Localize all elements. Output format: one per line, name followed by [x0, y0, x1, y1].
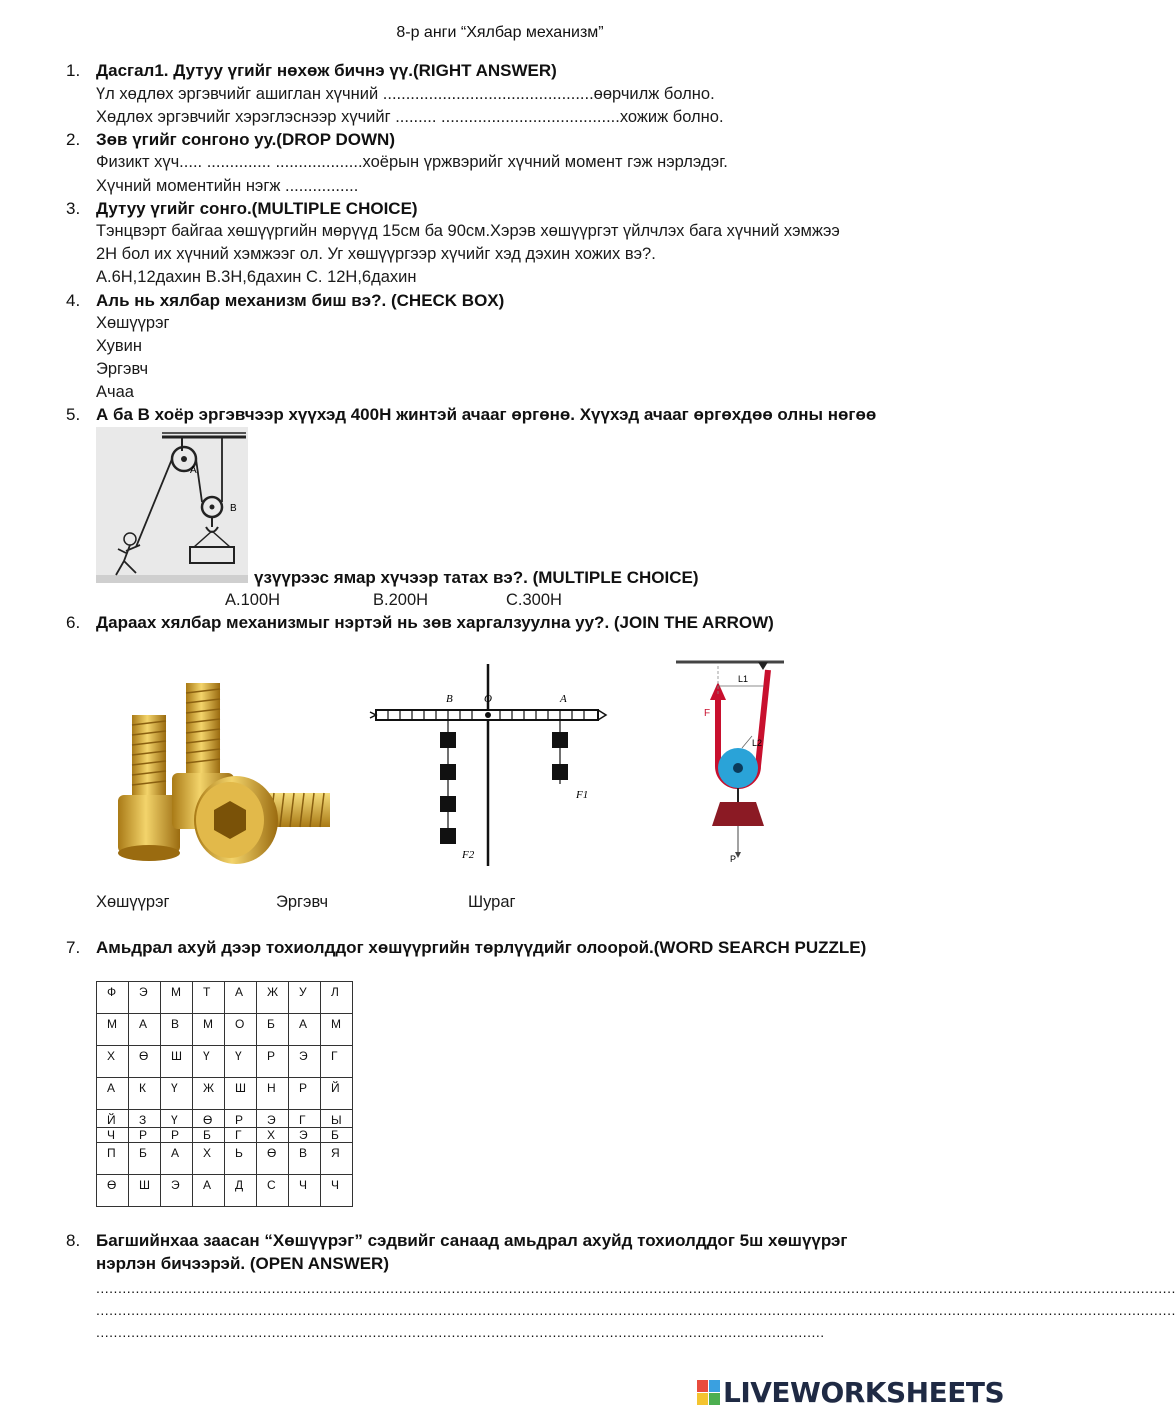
grid-cell[interactable]: Ч	[97, 1128, 129, 1143]
word-search-grid[interactable]	[96, 981, 353, 1207]
checkbox-option-4[interactable]: Ачаа	[96, 383, 134, 401]
question-2-heading: Зөв үгийг сонгоно уу.(DROP DOWN)	[96, 130, 395, 149]
grid-cell[interactable]: О	[225, 1014, 257, 1046]
grid-cell[interactable]: Э	[289, 1046, 321, 1078]
grid-cell[interactable]: Б	[321, 1128, 353, 1143]
grid-cell[interactable]: Ү	[193, 1046, 225, 1078]
grid-cell[interactable]: Г	[225, 1128, 257, 1143]
question-8-heading-line-2: нэрлэн бичээрэй. (OPEN ANSWER)	[96, 1254, 389, 1273]
grid-cell[interactable]: Я	[321, 1143, 353, 1175]
question-3-number: 3.	[66, 199, 81, 218]
question-8-number: 8.	[66, 1231, 81, 1250]
checkbox-option-2[interactable]: Хувин	[96, 337, 142, 355]
grid-cell[interactable]: З	[129, 1110, 161, 1128]
liveworksheets-logo-icon	[697, 1380, 721, 1406]
grid-cell[interactable]: Ь	[225, 1143, 257, 1175]
grid-cell[interactable]: Л	[321, 982, 353, 1014]
grid-cell[interactable]: В	[289, 1143, 321, 1175]
question-7-number: 7.	[66, 938, 81, 957]
grid-cell[interactable]: Ү	[161, 1078, 193, 1110]
grid-cell[interactable]: Р	[129, 1128, 161, 1143]
grid-cell[interactable]: Ф	[97, 982, 129, 1014]
grid-cell[interactable]: Ч	[289, 1175, 321, 1207]
lever-label-o: O	[484, 693, 492, 705]
grid-cell[interactable]: Р	[225, 1110, 257, 1128]
pulley-label-a: A	[190, 465, 197, 476]
pulley-label-f: F	[704, 708, 711, 719]
grid-cell[interactable]: Р	[257, 1046, 289, 1078]
grid-cell[interactable]: Ү	[225, 1046, 257, 1078]
grid-cell[interactable]: Т	[193, 982, 225, 1014]
grid-cell[interactable]: Ө	[97, 1175, 129, 1207]
pulley-label-l1: L1	[738, 674, 749, 684]
pulley-label-l2: L2	[752, 738, 763, 748]
question-5-number: 5.	[66, 405, 81, 424]
question-3-line-1: Тэнцвэрт байгаа хөшүүргийн мөрүүд 15см ба 90см.Хэрэв хөшүүргэт үйлчлэх бага хүчний хэмжээ	[96, 222, 840, 240]
answer-line-1[interactable]: ......................................................................................................................................................................................................................................................	[96, 1280, 1176, 1296]
grid-cell[interactable]: Б	[129, 1143, 161, 1175]
grid-cell[interactable]: А	[161, 1143, 193, 1175]
checkbox-option-1[interactable]: Хөшүүрэг	[96, 314, 170, 332]
question-6-heading: Дараах хялбар механизмыг нэртэй нь зөв харгалзуулна уу?. (JOIN THE ARROW)	[96, 613, 774, 632]
grid-cell[interactable]: Ш	[129, 1175, 161, 1207]
grid-cell[interactable]: Х	[97, 1046, 129, 1078]
lever-diagram	[370, 660, 610, 870]
question-2-line-2[interactable]: Хүчний моментийн нэгж ................	[96, 177, 359, 195]
grid-cell[interactable]: М	[97, 1014, 129, 1046]
pulley-diagram	[672, 656, 788, 866]
caption-lever[interactable]: Хөшүүрэг	[96, 893, 170, 911]
answer-line-3[interactable]: ......................................................................................................................................................................	[96, 1324, 825, 1340]
grid-cell[interactable]: М	[161, 982, 193, 1014]
grid-cell[interactable]: Й	[321, 1078, 353, 1110]
grid-cell[interactable]: Д	[225, 1175, 257, 1207]
lever-label-f2: F2	[462, 849, 475, 861]
grid-cell[interactable]: Ү	[161, 1110, 193, 1128]
page-title: 8-р анги “Хялбар механизм”	[396, 24, 604, 41]
grid-cell[interactable]: М	[321, 1014, 353, 1046]
caption-screw[interactable]: Шураг	[468, 893, 516, 911]
question-8-heading: Багшийнхаа заасан “Хөшүүрэг” сэдвийг санаад амьдрал ахуйд тохиолддог 5ш хөшүүрэг	[96, 1231, 848, 1250]
grid-cell[interactable]: Г	[289, 1110, 321, 1128]
question-1-heading: Дасгал1. Дутуу үгийг нөхөж бичнэ үү.(RIGHT ANSWER)	[96, 61, 557, 80]
grid-cell[interactable]: А	[129, 1014, 161, 1046]
question-1-line-2[interactable]: Хөдлөх эргэвчийг хэрэглэснээр хүчийг ......... .......................................хожиж болно.	[96, 108, 724, 126]
grid-cell[interactable]: У	[289, 982, 321, 1014]
question-5-heading: А ба В хоёр эргэвчээр хүүхэд 400Н жинтэй ачааг өргөнө. Хүүхэд ачааг өргөхдөө олны нөгөө	[96, 405, 877, 424]
grid-cell[interactable]: Ы	[321, 1110, 353, 1128]
grid-cell[interactable]: А	[193, 1175, 225, 1207]
grid-cell[interactable]: Р	[161, 1128, 193, 1143]
grid-cell[interactable]: А	[97, 1078, 129, 1110]
grid-cell[interactable]: Ж	[257, 982, 289, 1014]
question-3-heading: Дутуу үгийг сонго.(MULTIPLE CHOICE)	[96, 199, 418, 218]
grid-cell[interactable]: Ш	[225, 1078, 257, 1110]
pulley-label-b: B	[230, 503, 237, 514]
grid-cell[interactable]: Х	[193, 1143, 225, 1175]
grid-cell[interactable]: М	[193, 1014, 225, 1046]
question-6-number: 6.	[66, 613, 81, 632]
grid-cell[interactable]: Н	[257, 1078, 289, 1110]
question-2-number: 2.	[66, 130, 81, 149]
question-5-continuation: үзүүрээс ямар хүчээр татах вэ?. (MULTIPLE CHOICE)	[254, 568, 699, 587]
grid-cell[interactable]: К	[129, 1078, 161, 1110]
question-4-heading: Аль нь хялбар механизм биш вэ?. (CHECK BOX)	[96, 291, 505, 310]
pulley-label-p: P	[730, 854, 737, 864]
q5-option-a[interactable]: А.100Н	[225, 591, 281, 609]
question-2-line-1[interactable]: Физикт хүч..... .............. ...................хоёрын үржвэрийг хүчний момент гэж нэрлэдэг.	[96, 153, 728, 171]
grid-cell[interactable]: Р	[289, 1078, 321, 1110]
question-7-heading: Амьдрал ахуй дээр тохиолддог хөшүүргийн төрлүүдийг олоорой.(WORD SEARCH PUZZLE)	[96, 938, 867, 957]
grid-cell[interactable]: Б	[193, 1128, 225, 1143]
bolts-image	[104, 675, 334, 870]
caption-pulley[interactable]: Эргэвч	[276, 893, 329, 911]
q5-option-b[interactable]: В.200Н	[373, 591, 429, 609]
grid-cell[interactable]: Э	[289, 1128, 321, 1143]
grid-cell[interactable]: Й	[97, 1110, 129, 1128]
question-3-line-2: 2Н бол их хүчний хэмжээг ол. Уг хөшүүргээр хүчийг хэд дэхин хожих вэ?.	[96, 245, 656, 263]
grid-cell[interactable]: Ч	[321, 1175, 353, 1207]
lever-label-b: B	[446, 693, 453, 705]
grid-cell[interactable]: Э	[257, 1110, 289, 1128]
answer-line-2[interactable]: ......................................................................................................................................................................................................................................................	[96, 1302, 1176, 1318]
q5-option-c[interactable]: С.300Н	[506, 591, 562, 609]
checkbox-option-3[interactable]: Эргэвч	[96, 360, 149, 378]
grid-cell[interactable]: С	[257, 1175, 289, 1207]
pulley-boy-figure	[96, 427, 248, 583]
liveworksheets-logo[interactable]: LIVEWORKSHEETS	[723, 1376, 1005, 1409]
question-4-number: 4.	[66, 291, 81, 310]
lever-label-a: A	[560, 693, 567, 705]
grid-cell[interactable]: Ө	[129, 1046, 161, 1078]
grid-cell[interactable]: Ж	[193, 1078, 225, 1110]
question-1-line-1[interactable]: Үл хөдлөх эргэвчийг ашиглан хүчний ..............................................өөрчилж болно.	[96, 85, 715, 103]
grid-cell[interactable]: Г	[321, 1046, 353, 1078]
lever-label-f1: F1	[576, 789, 589, 801]
grid-cell[interactable]: Э	[129, 982, 161, 1014]
grid-cell[interactable]: Б	[257, 1014, 289, 1046]
grid-cell[interactable]: Ө	[257, 1143, 289, 1175]
grid-cell[interactable]: Ө	[193, 1110, 225, 1128]
question-3-options[interactable]: А.6Н,12дахин В.3Н,6дахин С. 12Н,6дахин	[96, 268, 417, 286]
grid-cell[interactable]: А	[225, 982, 257, 1014]
grid-cell[interactable]: В	[161, 1014, 193, 1046]
grid-cell[interactable]: П	[97, 1143, 129, 1175]
grid-cell[interactable]: А	[289, 1014, 321, 1046]
grid-cell[interactable]: Ш	[161, 1046, 193, 1078]
grid-cell[interactable]: Х	[257, 1128, 289, 1143]
grid-cell[interactable]: Э	[161, 1175, 193, 1207]
question-1-number: 1.	[66, 61, 81, 80]
